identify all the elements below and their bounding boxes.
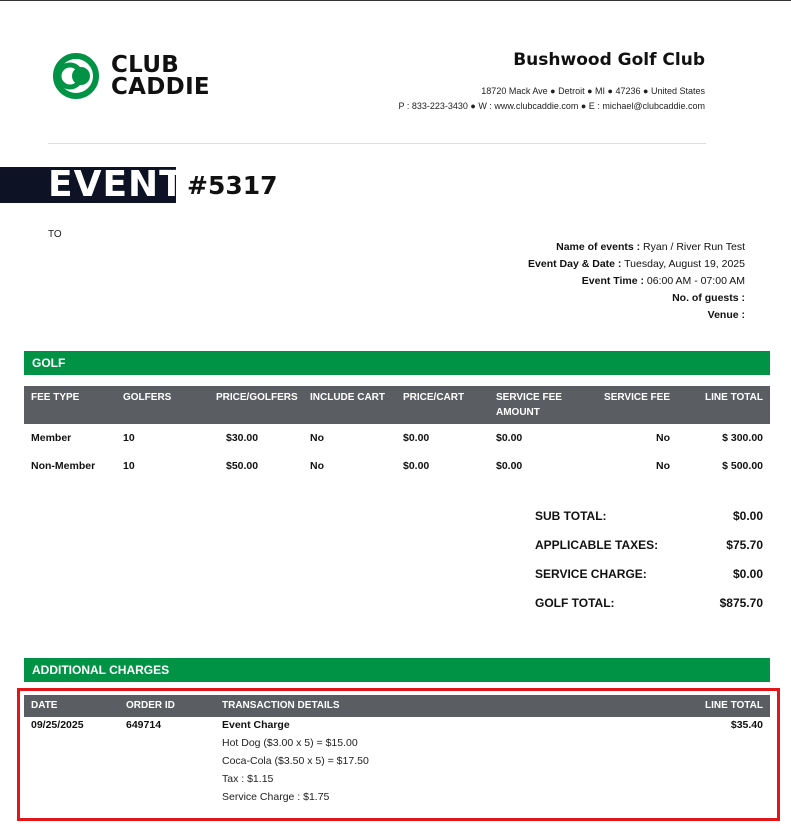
event-title-word: EVENT xyxy=(48,164,185,205)
golf-total-label: GOLF TOTAL: xyxy=(535,596,615,610)
club-caddie-logo xyxy=(48,53,218,101)
taxes-value: $75.70 xyxy=(726,538,763,552)
meta-event-name xyxy=(528,239,745,256)
club-name: Bushwood Golf Club xyxy=(513,50,705,70)
cell-service-fee-amount: $0.00 xyxy=(496,432,523,444)
cell-line-total: $ 500.00 xyxy=(722,460,763,472)
col-price-golfers: PRICE/GOLFERS xyxy=(216,392,298,403)
service-charge-label: SERVICE CHARGE: xyxy=(535,567,647,581)
cell-price-golfers: $30.00 xyxy=(226,432,259,444)
col-service-fee-amount-1: SERVICE FEE xyxy=(496,392,562,403)
col-service-fee-amount-2: AMOUNT xyxy=(496,407,540,418)
meta-label: Event Time : xyxy=(581,275,645,287)
logo-line-1: CLUB xyxy=(111,52,180,78)
meta-venue xyxy=(528,307,745,324)
top-border xyxy=(0,0,791,1)
cell-include-cart: No xyxy=(310,432,324,444)
col-price-cart: PRICE/CART xyxy=(403,392,465,403)
col-line-total: LINE TOTAL xyxy=(705,392,763,403)
event-meta xyxy=(528,239,745,324)
golf-totals xyxy=(535,509,763,619)
cell-service-fee: No xyxy=(656,460,670,472)
cell-golfers: 10 xyxy=(123,460,135,472)
cell-price-cart: $0.00 xyxy=(403,460,430,472)
header-divider xyxy=(48,143,706,144)
meta-value: Tuesday, August 19, 2025 xyxy=(621,258,745,270)
col-line-total: LINE TOTAL xyxy=(705,700,763,711)
service-charge-value: $0.00 xyxy=(732,567,763,581)
meta-label: Event Day & Date : xyxy=(528,258,622,270)
sub-total-value: $0.00 xyxy=(732,509,763,523)
taxes-label: APPLICABLE TAXES: xyxy=(535,538,659,552)
club-address: 18720 Mack Ave ● Detroit ● MI ● 47236 ● United States xyxy=(481,86,705,96)
logo-line-2: CADDIE xyxy=(111,74,210,100)
meta-label: No. of guests : xyxy=(672,292,745,304)
meta-label: Venue : xyxy=(707,309,745,321)
meta-label: Name of events : xyxy=(556,241,641,253)
col-golfers: GOLFERS xyxy=(123,392,172,403)
additional-table-header xyxy=(24,695,770,717)
golf-section-header: GOLF xyxy=(24,351,770,375)
col-service-fee: SERVICE FEE xyxy=(604,392,670,403)
meta-event-date xyxy=(528,256,745,273)
cell-fee-type: Member xyxy=(31,432,72,444)
cell-fee-type: Non-Member xyxy=(31,460,96,472)
cell-golfers: 10 xyxy=(123,432,135,444)
cell-order-id: 649714 xyxy=(126,719,162,731)
cell-line-total: $ 300.00 xyxy=(722,432,763,444)
col-order-id: ORDER ID xyxy=(126,700,175,711)
transaction-detail-line: Hot Dog ($3.00 x 5) = $15.00 xyxy=(222,737,358,749)
club-caddie-logo-icon xyxy=(48,53,108,101)
col-include-cart: INCLUDE CART xyxy=(310,392,385,403)
cell-price-golfers: $50.00 xyxy=(226,460,259,472)
transaction-detail-line: Service Charge : $1.75 xyxy=(222,791,330,803)
transaction-detail-line: Tax : $1.15 xyxy=(222,773,274,785)
club-contact: P : 833-223-3430 ● W : www.clubcaddie.com ● E : michael@clubcaddie.com xyxy=(398,101,705,111)
logo-wordmark xyxy=(111,54,210,98)
golf-total-value: $875.70 xyxy=(719,596,763,610)
table-row xyxy=(24,432,770,448)
table-row xyxy=(24,460,770,476)
meta-guests xyxy=(528,290,745,307)
cell-price-cart: $0.00 xyxy=(403,432,430,444)
golf-table-header xyxy=(24,386,770,424)
meta-value: 06:00 AM - 07:00 AM xyxy=(644,275,745,287)
sub-total-label: SUB TOTAL: xyxy=(535,509,607,523)
table-row xyxy=(24,719,770,735)
cell-line-total: $35.40 xyxy=(730,719,763,731)
meta-value: Ryan / River Run Test xyxy=(640,241,745,253)
cell-service-fee-amount: $0.00 xyxy=(496,460,523,472)
cell-service-fee: No xyxy=(656,432,670,444)
to-label: TO xyxy=(48,229,62,240)
additional-charges-header: ADDITIONAL CHARGES xyxy=(24,658,770,682)
transaction-detail-line: Coca-Cola ($3.50 x 5) = $17.50 xyxy=(222,755,369,767)
event-number: #5317 xyxy=(187,171,278,200)
cell-include-cart: No xyxy=(310,460,324,472)
col-fee-type: FEE TYPE xyxy=(31,392,80,403)
col-date: DATE xyxy=(31,700,58,711)
col-transaction-details: TRANSACTION DETAILS xyxy=(222,700,340,711)
meta-event-time xyxy=(528,273,745,290)
cell-transaction-title: Event Charge xyxy=(222,719,290,731)
cell-date: 09/25/2025 xyxy=(31,719,84,731)
